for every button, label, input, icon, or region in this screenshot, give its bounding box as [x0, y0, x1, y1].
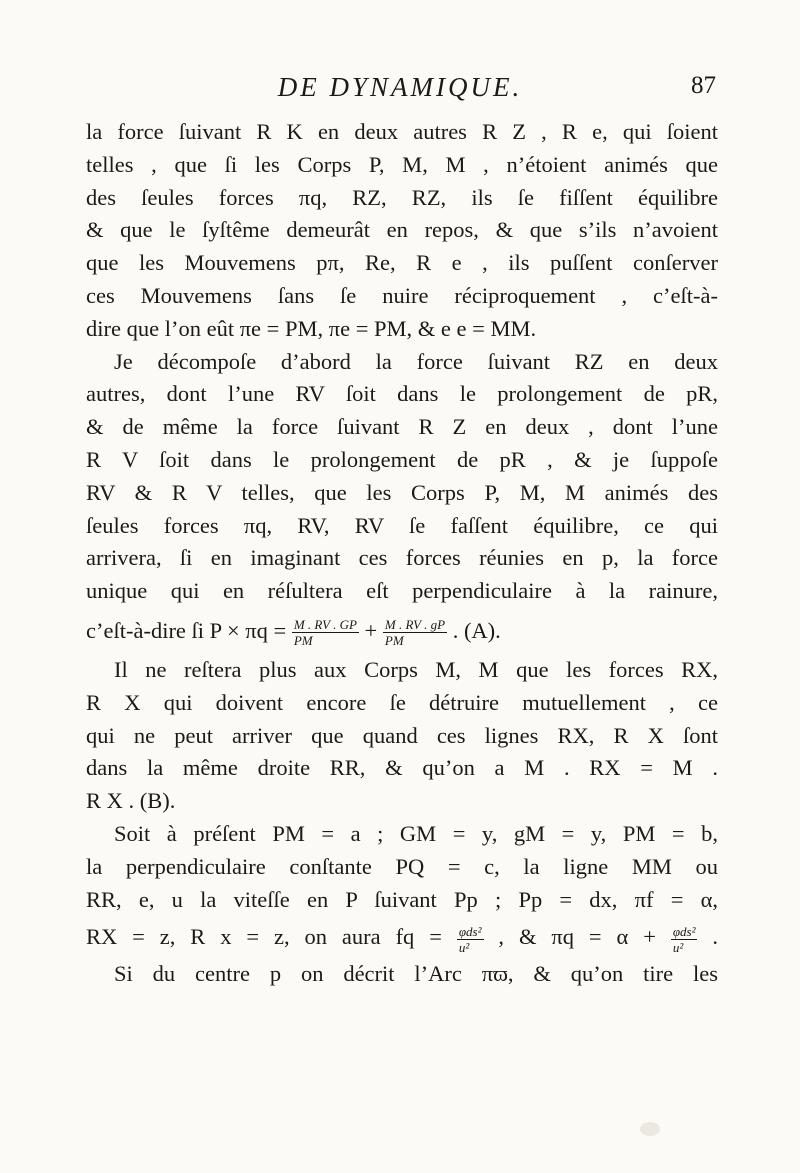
equation-b-fraction-1	[457, 924, 484, 955]
page-number: 87	[691, 72, 716, 99]
page-header	[0, 72, 800, 106]
equation-b-lead: RX = z, R x = z, on aura fq =	[86, 924, 442, 950]
text-line: Il ne reſtera plus aux Corps M, M que les forces RX,	[114, 656, 718, 682]
equation-a-fraction-2	[383, 617, 447, 648]
equation-a-fraction-2-numerator: M . RV . gP	[384, 617, 446, 633]
equation-b-fraction-2	[671, 924, 698, 955]
equation-b-fraction-1-numerator: φds²	[458, 923, 482, 939]
paper-smudge	[640, 1122, 660, 1136]
text-line: RV & R V telles, que les Corps P, M, M animés des	[86, 479, 718, 505]
text-line: que les Mouvemens pπ, Re, R e , ils puſſent conſerver	[86, 250, 718, 276]
text-line: la force ſuivant R K en deux autres R Z , R e, qui ſoient	[86, 119, 718, 144]
text-line: dire que l’on eût πe = PM, πe = PM, & e e = MM.	[86, 315, 537, 341]
equation-a-fraction-1	[292, 617, 359, 648]
text-line: R X qui doivent encore ſe détruire mutuellement , ce	[86, 689, 718, 715]
running-title: DE DYNAMIQUE.	[277, 72, 523, 102]
text-line: Soit à préſent PM = a ; GM = y, gM = y, PM = b,	[114, 820, 718, 846]
text-line: & de même la force ſuivant R Z en deux , dont l’une	[86, 414, 718, 440]
text-line: arrivera, ſi en imaginant ces forces réunies en p, la force	[86, 545, 718, 571]
equation-b-fraction-1-denominator: u²	[458, 939, 470, 955]
equation-b-fraction-2-denominator: u²	[672, 939, 684, 955]
text-line: Je décompoſe d’abord la force ſuivant RZ en deux	[114, 348, 718, 374]
equation-a-label: . (A).	[452, 617, 501, 643]
equation-a-lead: c’eſt-à-dire ſi P × πq =	[86, 617, 287, 643]
equation-b-fraction-2-numerator: φds²	[672, 923, 696, 939]
text-line: Si du centre p on décrit l’Arc πϖ, & qu’on tire les	[114, 961, 718, 987]
page-body	[86, 116, 718, 991]
text-line: ſeules forces πq, RV, RV ſe faſſent équilibre, ce qui	[86, 512, 718, 538]
equation-a-plus: +	[364, 617, 378, 643]
text-line: RR, e, u la viteſſe en P ſuivant Pp ; Pp = dx, πf = α,	[86, 886, 718, 912]
equation-b-middle: , & πq = α +	[498, 924, 656, 950]
text-line: unique qui en réſultera eſt perpendiculaire à la rainure,	[86, 578, 718, 604]
text-line: telles , que ſi les Corps P, M, M , n’étoient animés que	[86, 151, 718, 177]
equation-b	[86, 916, 718, 958]
equation-a-fraction-2-denominator: PM	[384, 633, 404, 649]
text-line: des ſeules forces πq, RZ, RZ, ils ſe fiſſent équilibre	[86, 184, 718, 210]
equation-b-tail: .	[712, 924, 718, 950]
equation-a-fraction-1-denominator: PM	[293, 633, 313, 649]
text-line: ces Mouvemens ſans ſe nuire réciproquement , c’eſt-à-	[86, 282, 718, 308]
text-line: la perpendiculaire conſtante PQ = c, la ligne MM ou	[86, 853, 718, 879]
text-line: R X . (B).	[86, 788, 176, 814]
text-line: qui ne peut arriver que quand ces lignes RX, R X ſont	[86, 722, 718, 748]
text-line: R V ſoit dans le prolongement de pR , & je ſuppoſe	[86, 446, 718, 472]
equation-a	[86, 608, 718, 654]
equation-a-fraction-1-numerator: M . RV . GP	[293, 617, 357, 633]
text-line: dans la même droite RR, & qu’on a M . RX = M .	[86, 755, 718, 781]
text-line: autres, dont l’une RV ſoit dans le prolongement de pR,	[86, 381, 718, 407]
text-line: & que le ſyſtême demeurât en repos, & que s’ils n’avoient	[86, 217, 718, 243]
